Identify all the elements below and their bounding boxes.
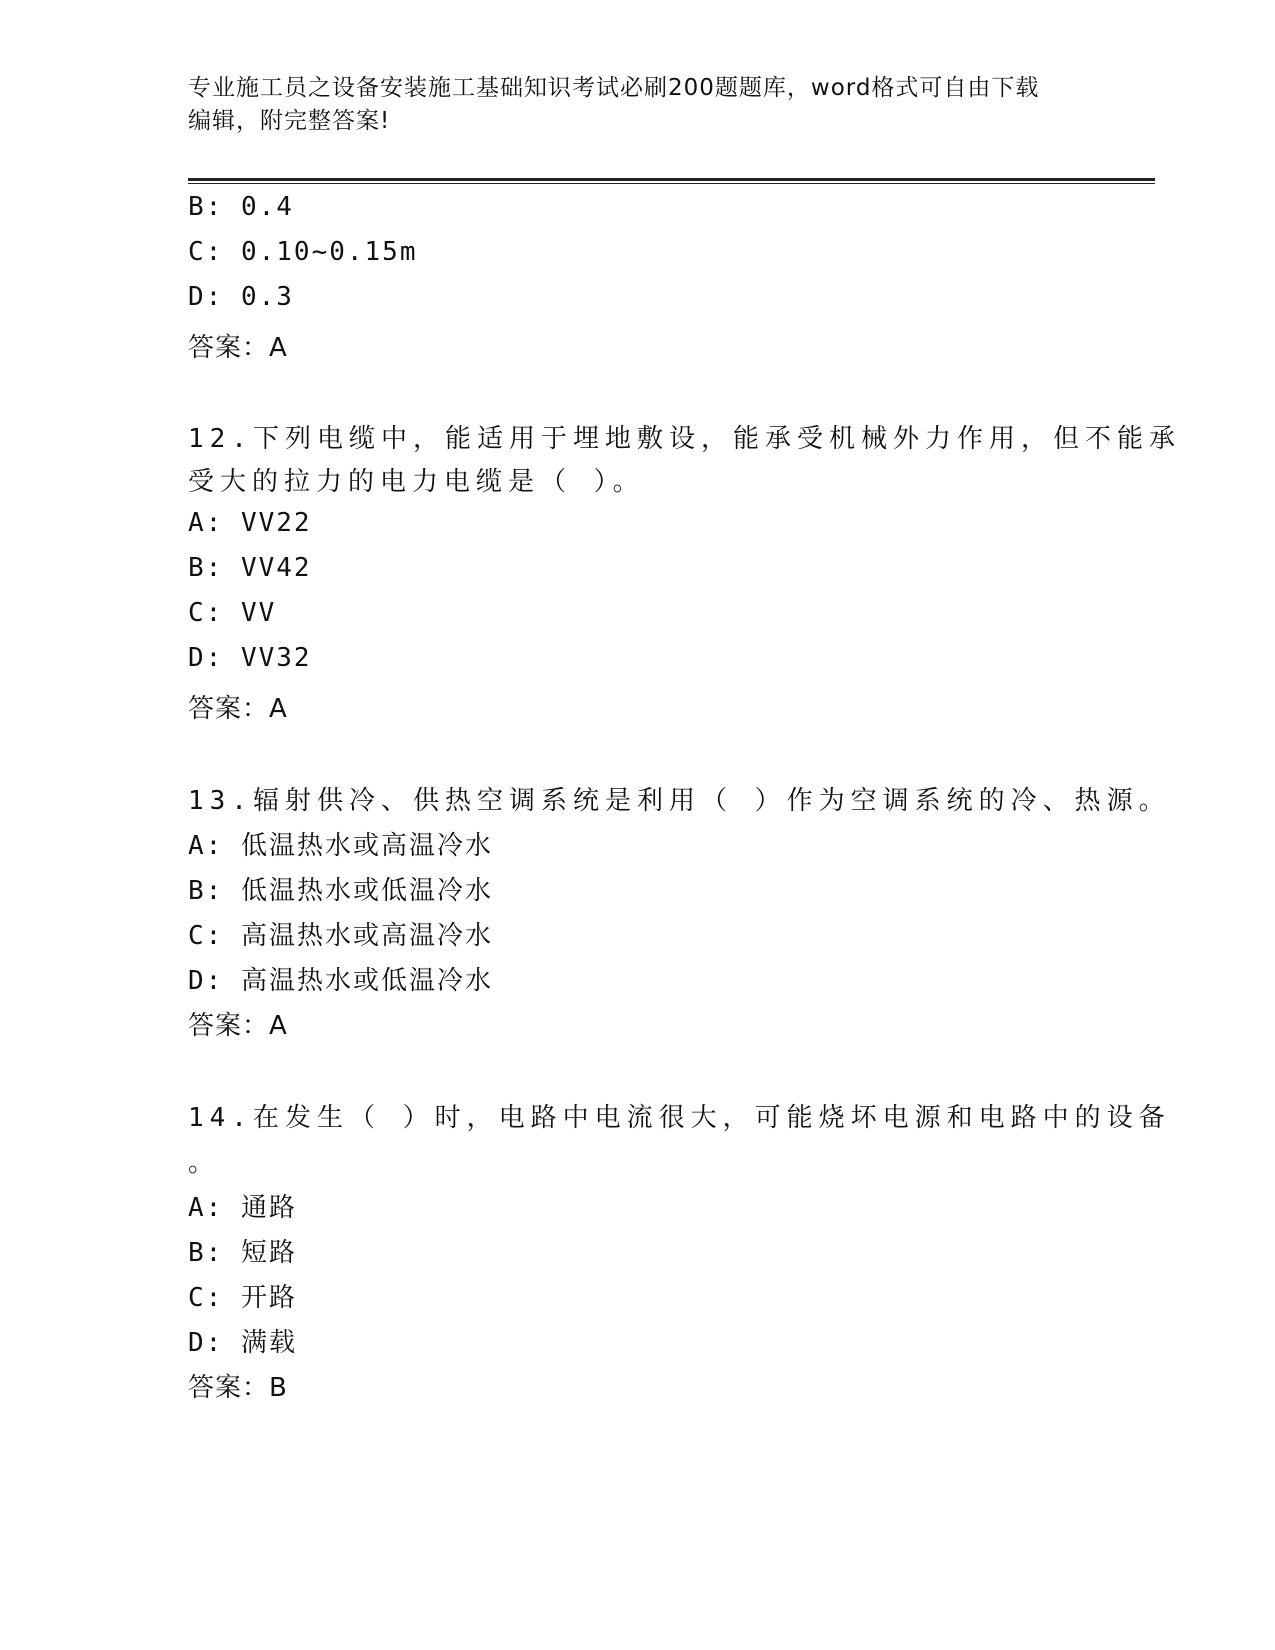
q12-option-c: C: VV bbox=[188, 598, 277, 628]
page-header bbox=[188, 72, 1088, 138]
q13-option-c: C: 高温热水或高温冷水 bbox=[188, 921, 493, 951]
q11-option-c: C: 0.10~0.15m bbox=[188, 237, 418, 267]
header-title-line1: 专业施工员之设备安装施工基础知识考试必刷200题题库，word格式可自由下载 bbox=[188, 75, 1040, 101]
q14-stem-line1: 14.在发生（ ）时，电路中电流很大，可能烧坏电源和电路中的设备 bbox=[188, 1103, 1171, 1133]
q14-option-c: C: 开路 bbox=[188, 1283, 297, 1313]
q11-option-d: D: 0.3 bbox=[188, 282, 294, 312]
q13-option-a: A: 低温热水或高温冷水 bbox=[188, 831, 493, 861]
q14-option-a: A: 通路 bbox=[188, 1193, 297, 1223]
q13-option-d: D: 高温热水或低温冷水 bbox=[188, 966, 493, 996]
q14-answer: 答案：B bbox=[188, 1373, 288, 1403]
header-divider bbox=[188, 178, 1155, 181]
q12-stem-line1: 12.下列电缆中，能适用于埋地敷设，能承受机械外力作用，但不能承 bbox=[188, 424, 1181, 454]
q12-answer: 答案：A bbox=[188, 694, 288, 724]
q12-option-d: D: VV32 bbox=[188, 643, 312, 673]
q13-answer: 答案：A bbox=[188, 1011, 288, 1041]
q12-option-b: B: VV42 bbox=[188, 553, 312, 583]
q12-stem-line2: 受大的拉力的电力电缆是（ ）。 bbox=[188, 467, 645, 497]
header-title-line2: 编辑，附完整答案! bbox=[188, 108, 391, 134]
q13-stem-line1: 13.辐射供冷、供热空调系统是利用（ ）作为空调系统的冷、热源。 bbox=[188, 786, 1171, 816]
q14-option-b: B: 短路 bbox=[188, 1238, 297, 1268]
header-divider-thin bbox=[188, 183, 1155, 184]
q12-option-a: A: VV22 bbox=[188, 508, 312, 538]
q11-answer: 答案：A bbox=[188, 333, 288, 363]
q14-option-d: D: 满载 bbox=[188, 1328, 297, 1358]
q13-option-b: B: 低温热水或低温冷水 bbox=[188, 876, 493, 906]
q11-option-b: B: 0.4 bbox=[188, 192, 294, 222]
q14-stem-line2: 。 bbox=[188, 1148, 221, 1178]
